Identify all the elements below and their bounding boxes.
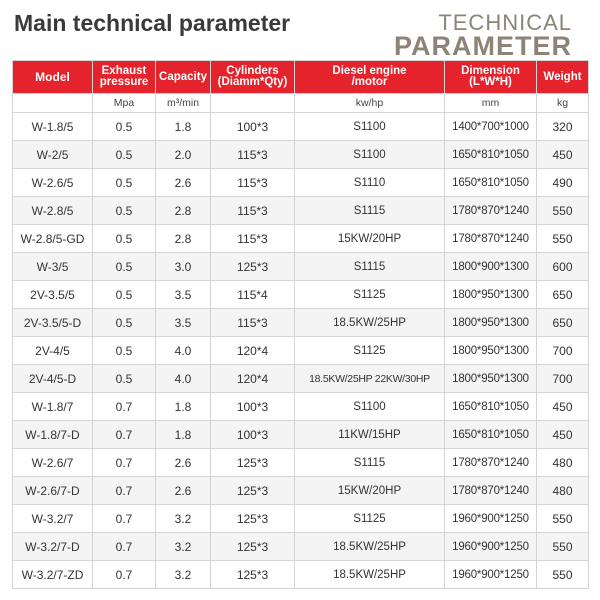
header-model: Model <box>13 61 93 94</box>
cell-model: 2V-4/5-D <box>13 365 93 393</box>
cell-exhaust-pressure: 0.5 <box>93 281 156 309</box>
cell-cylinders: 120*4 <box>211 337 295 365</box>
cell-weight: 450 <box>537 421 589 449</box>
table-body <box>13 113 589 589</box>
cell-weight: 490 <box>537 169 589 197</box>
cell-diesel-engine: 15KW/20HP <box>295 477 445 505</box>
cell-weight: 550 <box>537 197 589 225</box>
cell-diesel-engine: S1100 <box>295 141 445 169</box>
cell-diesel-engine: 11KW/15HP <box>295 421 445 449</box>
table-row <box>13 533 589 561</box>
cell-diesel-engine: S1115 <box>295 253 445 281</box>
cell-capacity: 3.2 <box>156 533 211 561</box>
cell-capacity: 1.8 <box>156 113 211 141</box>
header-row <box>13 61 589 94</box>
cell-capacity: 2.6 <box>156 477 211 505</box>
table-row <box>13 365 589 393</box>
cell-dimension: 1650*810*1050 <box>445 169 537 197</box>
table-row <box>13 113 589 141</box>
units-row <box>13 94 589 113</box>
cell-model: W-2.8/5-GD <box>13 225 93 253</box>
cell-exhaust-pressure: 0.5 <box>93 225 156 253</box>
cell-diesel-engine: S1100 <box>295 393 445 421</box>
cell-cylinders: 125*3 <box>211 505 295 533</box>
cell-exhaust-pressure: 0.7 <box>93 449 156 477</box>
unit-dimension: mm <box>445 94 537 113</box>
header-exhaust-line1: Exhaust <box>101 65 147 77</box>
cell-weight: 450 <box>537 141 589 169</box>
cell-cylinders: 115*3 <box>211 197 295 225</box>
cell-cylinders: 125*3 <box>211 253 295 281</box>
table-row <box>13 225 589 253</box>
cell-exhaust-pressure: 0.7 <box>93 477 156 505</box>
cell-weight: 700 <box>537 365 589 393</box>
cell-diesel-engine: S1110 <box>295 169 445 197</box>
table-row <box>13 561 589 589</box>
cell-exhaust-pressure: 0.5 <box>93 337 156 365</box>
cell-capacity: 2.0 <box>156 141 211 169</box>
cell-capacity: 2.8 <box>156 225 211 253</box>
table-row <box>13 309 589 337</box>
cell-capacity: 2.6 <box>156 169 211 197</box>
header-weight: Weight <box>537 61 589 94</box>
header-exhaust-pressure <box>93 61 156 94</box>
unit-model <box>13 94 93 113</box>
cell-diesel-engine: 18.5KW/25HP <box>295 561 445 589</box>
cell-capacity: 3.2 <box>156 505 211 533</box>
table-row <box>13 337 589 365</box>
cell-dimension: 1400*700*1000 <box>445 113 537 141</box>
cell-dimension: 1800*950*1300 <box>445 365 537 393</box>
cell-dimension: 1780*870*1240 <box>445 477 537 505</box>
cell-diesel-engine: S1115 <box>295 449 445 477</box>
table-row <box>13 505 589 533</box>
cell-model: W-2.6/5 <box>13 169 93 197</box>
header-dimension-line2: (L*W*H) <box>469 76 512 88</box>
table-row <box>13 477 589 505</box>
cell-capacity: 2.8 <box>156 197 211 225</box>
cell-weight: 550 <box>537 505 589 533</box>
cell-dimension: 1800*950*1300 <box>445 337 537 365</box>
cell-exhaust-pressure: 0.7 <box>93 561 156 589</box>
cell-capacity: 3.0 <box>156 253 211 281</box>
cell-dimension: 1800*950*1300 <box>445 281 537 309</box>
cell-cylinders: 125*3 <box>211 449 295 477</box>
header-engine-line2: /motor <box>351 76 388 88</box>
cell-capacity: 1.8 <box>156 393 211 421</box>
cell-capacity: 4.0 <box>156 365 211 393</box>
cell-model: W-3/5 <box>13 253 93 281</box>
cell-weight: 550 <box>537 561 589 589</box>
table-row <box>13 281 589 309</box>
unit-pressure: Mpa <box>93 94 156 113</box>
cell-model: W-3.2/7-ZD <box>13 561 93 589</box>
cell-diesel-engine: S1100 <box>295 113 445 141</box>
cell-diesel-engine: 18.5KW/25HP <box>295 533 445 561</box>
table-row <box>13 421 589 449</box>
table-row <box>13 449 589 477</box>
unit-cylinders <box>211 94 295 113</box>
cell-exhaust-pressure: 0.5 <box>93 169 156 197</box>
table-row <box>13 197 589 225</box>
cell-dimension: 1650*810*1050 <box>445 393 537 421</box>
cell-capacity: 3.5 <box>156 309 211 337</box>
cell-weight: 480 <box>537 449 589 477</box>
cell-dimension: 1960*900*1250 <box>445 533 537 561</box>
cell-dimension: 1780*870*1240 <box>445 225 537 253</box>
header-dimension <box>445 61 537 94</box>
unit-weight: kg <box>537 94 589 113</box>
cell-capacity: 1.8 <box>156 421 211 449</box>
unit-capacity: m³/min <box>156 94 211 113</box>
cell-cylinders: 100*3 <box>211 393 295 421</box>
cell-cylinders: 115*4 <box>211 281 295 309</box>
cell-model: W-1.8/7 <box>13 393 93 421</box>
cell-model: 2V-3.5/5 <box>13 281 93 309</box>
cell-cylinders: 115*3 <box>211 169 295 197</box>
cell-dimension: 1650*810*1050 <box>445 141 537 169</box>
cell-weight: 550 <box>537 225 589 253</box>
cell-dimension: 1780*870*1240 <box>445 449 537 477</box>
cell-diesel-engine: 15KW/20HP <box>295 225 445 253</box>
cell-exhaust-pressure: 0.7 <box>93 393 156 421</box>
cell-capacity: 3.5 <box>156 281 211 309</box>
page-title: Main technical parameter <box>14 10 291 36</box>
cell-model: W-2/5 <box>13 141 93 169</box>
cell-exhaust-pressure: 0.5 <box>93 309 156 337</box>
cell-cylinders: 125*3 <box>211 561 295 589</box>
cell-weight: 650 <box>537 309 589 337</box>
cell-cylinders: 100*3 <box>211 113 295 141</box>
cell-diesel-engine: S1115 <box>295 197 445 225</box>
cell-model: 2V-4/5 <box>13 337 93 365</box>
cell-weight: 600 <box>537 253 589 281</box>
cell-exhaust-pressure: 0.7 <box>93 533 156 561</box>
cell-diesel-engine: S1125 <box>295 337 445 365</box>
cell-cylinders: 115*3 <box>211 225 295 253</box>
cell-capacity: 3.2 <box>156 561 211 589</box>
cell-weight: 650 <box>537 281 589 309</box>
cell-diesel-engine: 18.5KW/25HP <box>295 309 445 337</box>
cell-diesel-engine: S1125 <box>295 505 445 533</box>
header-exhaust-line2: pressure <box>99 76 149 88</box>
header-dimension-line1: Dimension <box>461 65 520 77</box>
cell-cylinders: 125*3 <box>211 533 295 561</box>
header-engine-line1: Diesel engine <box>332 65 407 77</box>
cell-dimension: 1960*900*1250 <box>445 505 537 533</box>
cell-model: W-1.8/5 <box>13 113 93 141</box>
header-cylinders <box>211 61 295 94</box>
cell-cylinders: 115*3 <box>211 309 295 337</box>
cell-model: W-2.6/7-D <box>13 477 93 505</box>
cell-dimension: 1800*950*1300 <box>445 309 537 337</box>
cell-weight: 320 <box>537 113 589 141</box>
cell-model: 2V-3.5/5-D <box>13 309 93 337</box>
cell-diesel-engine: 18.5KW/25HP 22KW/30HP <box>295 365 445 393</box>
cell-exhaust-pressure: 0.5 <box>93 113 156 141</box>
cell-exhaust-pressure: 0.7 <box>93 421 156 449</box>
technical-parameter-table <box>12 60 589 589</box>
cell-dimension: 1800*900*1300 <box>445 253 537 281</box>
header-capacity: Capacity <box>156 61 211 94</box>
brand-line-bottom: PARAMETER <box>393 31 572 61</box>
cell-capacity: 4.0 <box>156 337 211 365</box>
cell-dimension: 1780*870*1240 <box>445 197 537 225</box>
unit-engine: kw/hp <box>295 94 445 113</box>
cell-dimension: 1650*810*1050 <box>445 421 537 449</box>
cell-cylinders: 115*3 <box>211 141 295 169</box>
header-diesel-engine <box>295 61 445 94</box>
cell-model: W-3.2/7-D <box>13 533 93 561</box>
cell-model: W-2.6/7 <box>13 449 93 477</box>
cell-weight: 480 <box>537 477 589 505</box>
header-cylinders-line1: Cylinders <box>226 65 279 77</box>
cell-weight: 700 <box>537 337 589 365</box>
cell-cylinders: 100*3 <box>211 421 295 449</box>
table-row <box>13 253 589 281</box>
cell-exhaust-pressure: 0.7 <box>93 505 156 533</box>
cell-cylinders: 125*3 <box>211 477 295 505</box>
cell-exhaust-pressure: 0.5 <box>93 197 156 225</box>
header-cylinders-line2: (Diamm*Qty) <box>217 76 288 88</box>
cell-model: W-2.8/5 <box>13 197 93 225</box>
cell-weight: 450 <box>537 393 589 421</box>
cell-cylinders: 120*4 <box>211 365 295 393</box>
cell-exhaust-pressure: 0.5 <box>93 253 156 281</box>
cell-dimension: 1960*900*1250 <box>445 561 537 589</box>
cell-model: W-1.8/7-D <box>13 421 93 449</box>
table-row <box>13 169 589 197</box>
cell-capacity: 2.6 <box>156 449 211 477</box>
cell-diesel-engine: S1125 <box>295 281 445 309</box>
cell-exhaust-pressure: 0.5 <box>93 365 156 393</box>
cell-weight: 550 <box>537 533 589 561</box>
table-row <box>13 141 589 169</box>
brand-line-top: TECHNICAL <box>438 10 572 35</box>
cell-exhaust-pressure: 0.5 <box>93 141 156 169</box>
cell-model: W-3.2/7 <box>13 505 93 533</box>
table-row <box>13 393 589 421</box>
